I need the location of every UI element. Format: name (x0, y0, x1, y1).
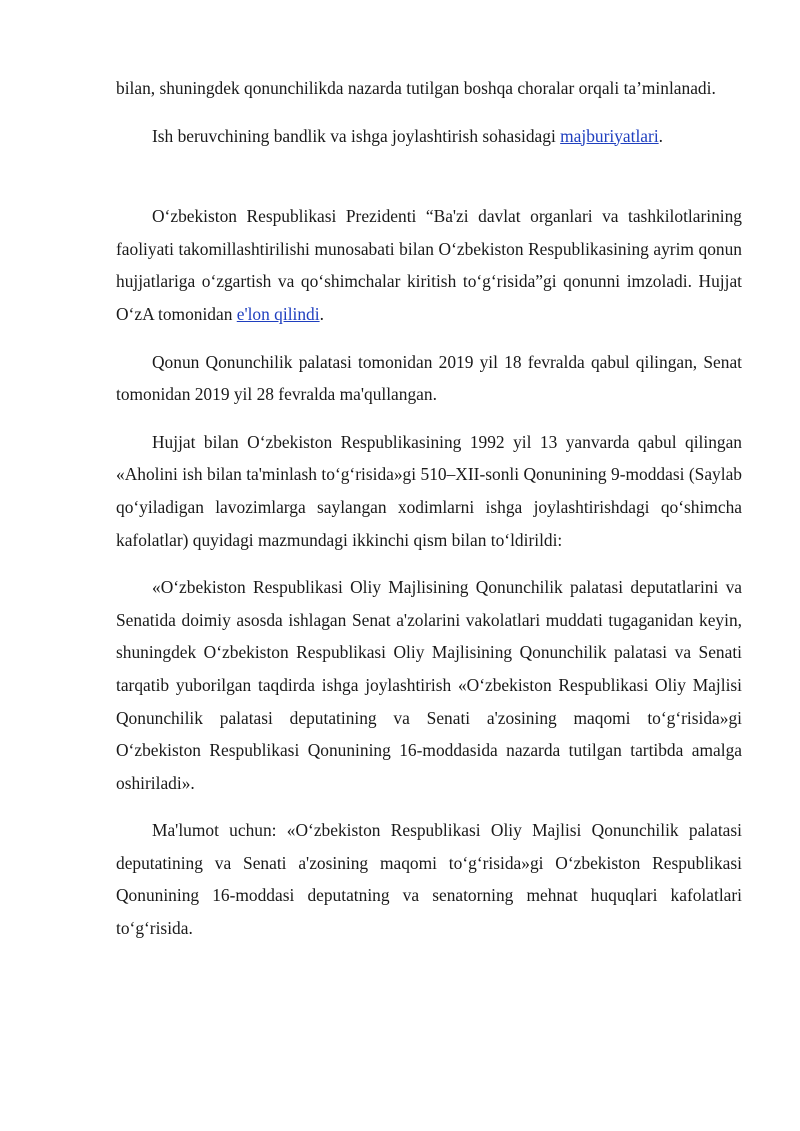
paragraph-text-end: . (319, 303, 324, 324)
paragraph-quoted-provision: «O‘zbekiston Respublikasi Oliy Majlisining Qonunchilik palatasi deputatlarini va Senatida doimiy asosda ishlagan Senat a'zolarini vakolatlari muddati tugaganidan keyin, shuningdek O‘zbekiston Respublikasi Oliy Majlisining Qonunchilik palatasi va Senati tarqatib yuborilgan taqdirda ishga joylashtirish «O‘zbekiston Respublikasi Oliy Majlisi Qonunchilik palatasi deputatining va Senati a'zosining maqomi to‘g‘risida»gi O‘zbekiston Respublikasi Qonunining 16-moddasida nazarda tutilgan tartibda amalga oshiriladi». (116, 577, 742, 793)
paragraph-text: Ish beruvchining bandlik va ishga joylashtirish sohasidagi (152, 125, 561, 146)
obligations-link[interactable]: majburiyatlari (560, 125, 659, 146)
paragraph-continuation: bilan, shuningdek qonunchilikda nazarda tutilgan boshqa choralar orqali ta’minlanadi. (116, 78, 716, 98)
paragraph-amendment: Hujjat bilan O‘zbekiston Respublikasining 1992 yil 13 yanvarda qabul qilingan «Aholini ish bilan ta'minlash to‘g‘risida»gi 510–XII-sonli Qonunining 9-moddasi (Saylab qo‘yiladigan lavozimlarga saylangan xodimlarni ishga joylashtirishdagi qo‘shimcha kafolatlar) quyidagi mazmundagi ikkinchi qism bilan to‘ldirildi: (116, 431, 742, 550)
paragraph-reference-note: Ma'lumot uchun: «O‘zbekiston Respublikasi Oliy Majlisi Qonunchilik palatasi deputatining va Senati a'zosining maqomi to‘g‘risida»gi O‘zbekiston Respublikasi Qonunining 16-moddasi deputatning va senatorning mehnat huquqlari kafolatlari to‘g‘risida. (116, 820, 742, 939)
paragraph-law-adoption: Qonun Qonunchilik palatasi tomonidan 2019 yil 18 fevralda qabul qilingan, Senat tomonidan 2019 yil 28 fevralda ma'qullangan. (116, 351, 742, 405)
paragraph-text: O‘zbekiston Respublikasi Prezidenti “Ba'zi davlat organlari va tashkilotlarining faoliyati takomillashtirilishi munosabati bilan O‘zbekiston Respublikasining ayrim qonun hujjatlariga o‘zgartish va qo‘shimchalar kiritish to‘g‘risida”gi qonunni imzoladi. Hujjat O‘zA tomonidan (116, 206, 742, 324)
announced-link[interactable]: e'lon qilindi (236, 303, 320, 324)
paragraph-employer-obligations (116, 120, 742, 153)
document-page (116, 72, 742, 945)
paragraph-president-signed (116, 200, 742, 330)
paragraph-text-end: . (658, 125, 664, 146)
